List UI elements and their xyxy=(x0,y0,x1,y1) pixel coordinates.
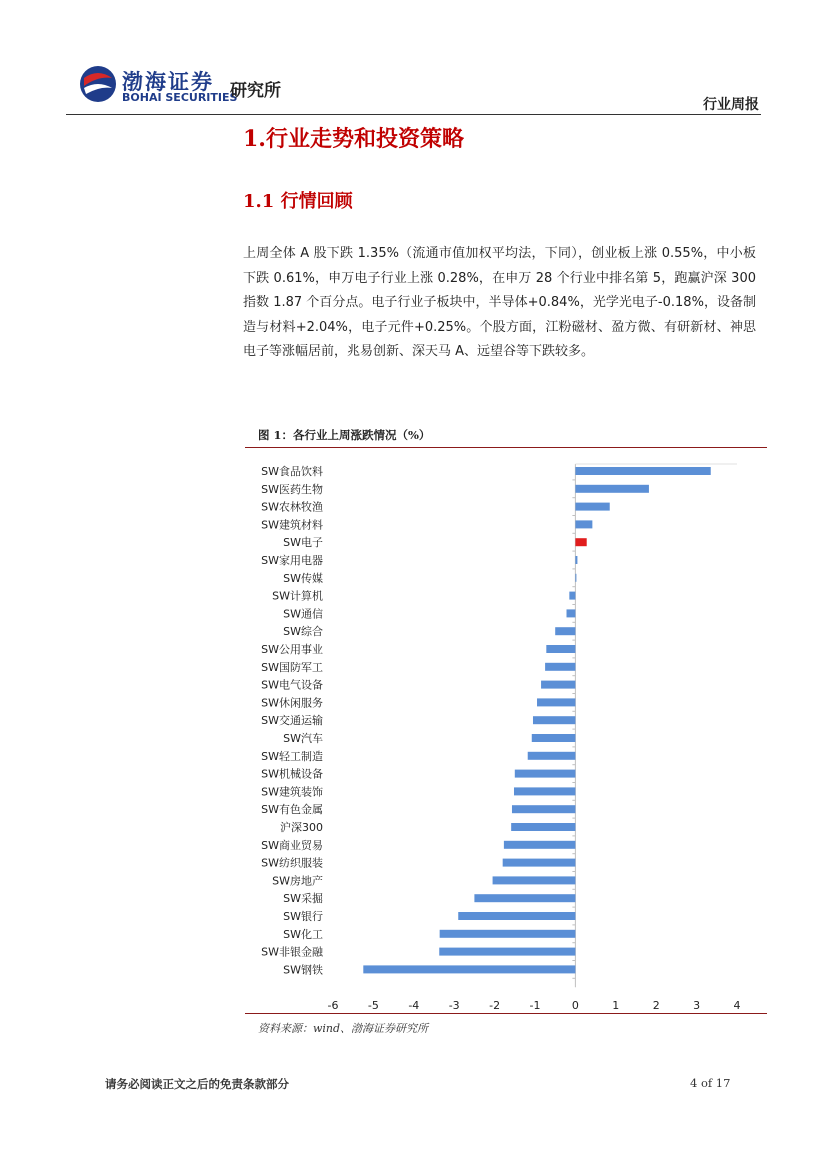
bar-11 xyxy=(545,663,575,671)
bar-20 xyxy=(511,823,575,831)
category-label-17: SW机械设备 xyxy=(261,767,323,781)
bar-27 xyxy=(439,948,575,956)
category-label-21: SW商业贸易 xyxy=(261,838,323,852)
x-tick-label-8: 2 xyxy=(652,999,660,1010)
category-label-16: SW轻工制造 xyxy=(261,749,323,763)
category-label-2: SW农林牧渔 xyxy=(261,500,323,514)
figure-source: 资料来源：wind、渤海证券研究所 xyxy=(258,1022,429,1035)
report-type-label: 行业周报 xyxy=(703,97,759,113)
market-review-paragraph: 上周全体 A 股下跌 1.35%（流通市值加权平均法，下同），创业板上涨 0.55%，中小板下跌 0.61%，申万电子行业上涨 0.28%，在申万 28 个行业中排名第 5，跑赢沪深 300 指数 1.87 个百分点。电子行业子板块中，半导体+0.84%，光学光电子-0.18%，设备制造与材料+2.04%，电子元件+0.25%。个股方面，江粉磁材、盈方微、有研新材、神思电子等涨幅居前，兆易创新、深天马 A、远望谷等下跌较多。 xyxy=(243,246,756,360)
x-tick-label-1: -5 xyxy=(367,999,379,1010)
bar-1 xyxy=(575,485,649,493)
bar-21 xyxy=(504,841,576,849)
category-label-4: SW电子 xyxy=(283,536,323,550)
x-tick-label-2: -4 xyxy=(408,999,420,1010)
figure-title: 图 1：各行业上周涨跌情况（%） xyxy=(258,428,431,442)
category-label-18: SW建筑装饰 xyxy=(261,785,323,799)
bar-13 xyxy=(537,698,575,706)
bar-25 xyxy=(458,912,575,920)
x-tick-label-10: 4 xyxy=(733,999,741,1010)
category-label-26: SW化工 xyxy=(283,927,323,941)
page-number: 4 of 17 xyxy=(690,1076,731,1090)
footer-disclaimer: 请务必阅读正文之后的免责条款部分 xyxy=(105,1077,289,1091)
category-label-13: SW休闲服务 xyxy=(261,696,323,710)
bar-23 xyxy=(493,876,576,884)
institute-label: 研究所 xyxy=(230,81,281,101)
bar-2 xyxy=(575,503,609,511)
figure-top-rule xyxy=(245,447,767,448)
bar-19 xyxy=(512,805,575,813)
bar-7 xyxy=(569,592,575,600)
x-tick-label-3: -3 xyxy=(448,999,460,1010)
category-label-9: SW综合 xyxy=(283,625,323,639)
bar-24 xyxy=(474,894,575,902)
x-tick-label-6: 0 xyxy=(571,999,579,1010)
bar-5 xyxy=(575,556,577,564)
category-label-11: SW国防军工 xyxy=(261,660,323,674)
category-label-8: SW通信 xyxy=(283,607,323,621)
category-label-7: SW计算机 xyxy=(272,589,323,603)
category-label-15: SW汽车 xyxy=(283,732,323,745)
page-header xyxy=(0,0,827,116)
bar-0 xyxy=(575,467,710,475)
brand-name-en: BOHAI SECURITIES xyxy=(122,91,238,104)
header-divider xyxy=(66,114,761,115)
category-label-1: SW医药生物 xyxy=(261,482,323,496)
bar-17 xyxy=(515,770,576,778)
category-label-27: SW非银金融 xyxy=(261,945,323,959)
bohai-logo-icon xyxy=(78,64,118,104)
category-label-28: SW钢铁 xyxy=(283,963,323,977)
x-tick-label-7: 1 xyxy=(612,999,620,1010)
category-label-12: SW电气设备 xyxy=(261,678,323,692)
x-tick-label-5: -1 xyxy=(529,999,541,1010)
bar-8 xyxy=(567,609,576,617)
category-label-24: SW采掘 xyxy=(283,892,323,906)
industry-weekly-change-chart xyxy=(245,450,767,1010)
bar-15 xyxy=(532,734,576,742)
x-tick-label-4: -2 xyxy=(489,999,501,1010)
category-label-0: SW食品饮料 xyxy=(261,465,323,478)
bar-3 xyxy=(575,520,592,528)
x-tick-label-9: 3 xyxy=(693,999,701,1010)
category-label-23: SW房地产 xyxy=(272,874,323,888)
bar-18 xyxy=(514,787,575,795)
category-label-22: SW纺织服装 xyxy=(261,856,323,870)
bar-6 xyxy=(575,574,576,582)
bar-12 xyxy=(541,681,575,689)
bar-28 xyxy=(363,965,575,973)
category-label-5: SW家用电器 xyxy=(261,554,323,567)
category-label-10: SW公用事业 xyxy=(261,643,323,656)
section-heading: 1.行业走势和投资策略 xyxy=(243,126,464,152)
x-tick-label-0: -6 xyxy=(327,999,339,1010)
category-label-20: 沪深300 xyxy=(280,821,323,834)
category-label-3: SW建筑材料 xyxy=(261,518,323,532)
figure-bottom-rule xyxy=(245,1013,767,1014)
bar-9 xyxy=(555,627,575,635)
bar-4 xyxy=(575,538,586,546)
category-label-6: SW传媒 xyxy=(283,571,323,585)
bar-26 xyxy=(440,930,576,938)
bar-22 xyxy=(503,859,576,867)
category-label-19: SW有色金属 xyxy=(261,803,323,817)
bar-10 xyxy=(546,645,575,653)
category-label-25: SW银行 xyxy=(283,910,323,923)
bar-14 xyxy=(533,716,575,724)
brand-name-cn: 渤海证券 xyxy=(122,69,214,94)
bar-16 xyxy=(528,752,576,760)
subsection-heading: 1.1 行情回顾 xyxy=(243,191,353,212)
category-label-14: SW交通运输 xyxy=(261,714,323,728)
